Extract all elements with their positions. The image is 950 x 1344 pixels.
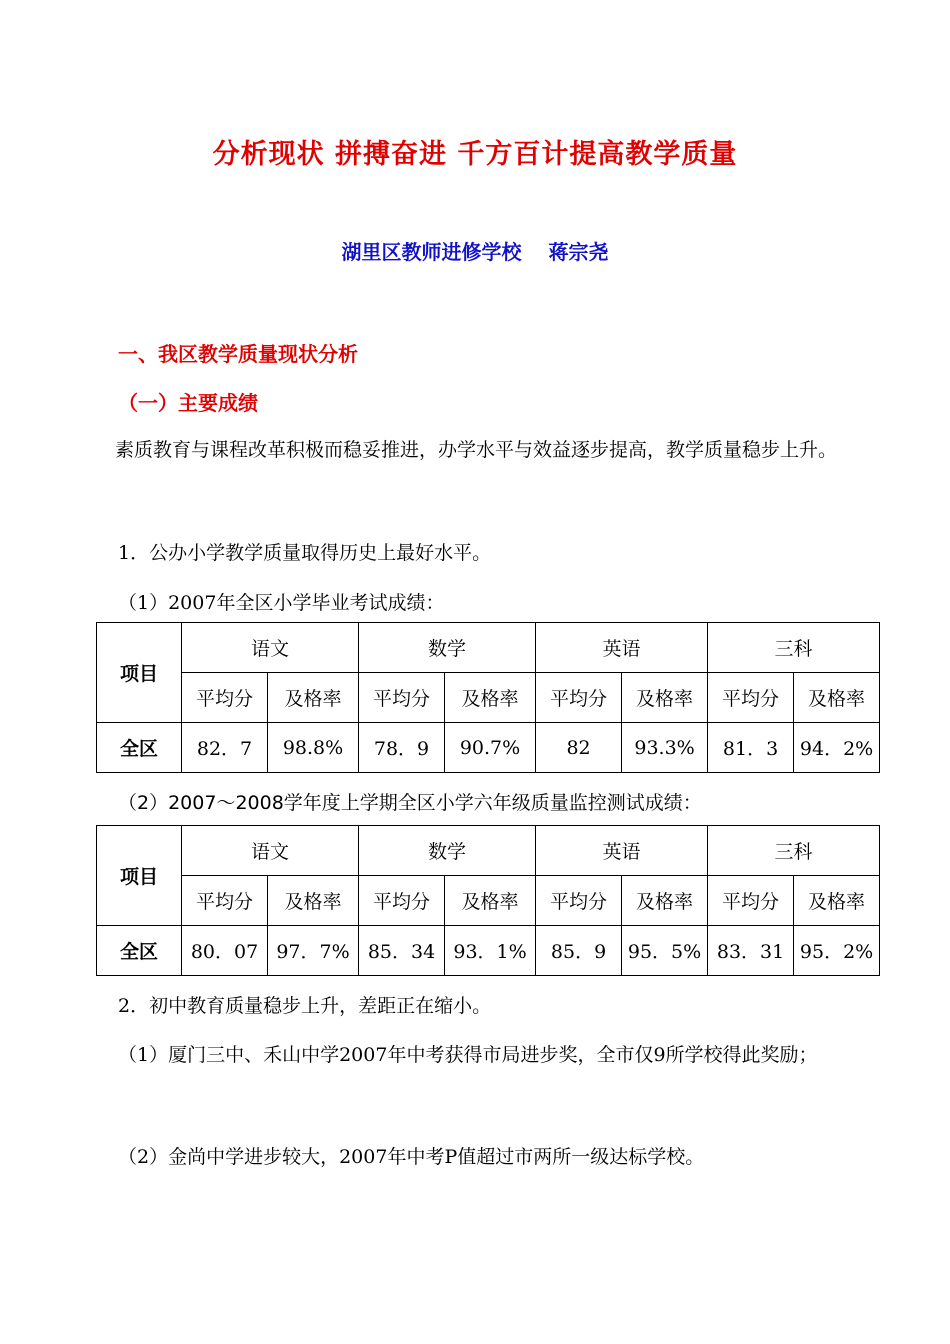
value-cell: 95．2% xyxy=(794,926,880,976)
metric-header: 平均分 xyxy=(708,673,794,723)
item-1: 1．公办小学教学质量取得历史上最好水平。 xyxy=(118,542,492,564)
value-cell: 85．34 xyxy=(359,926,445,976)
metric-header: 及格率 xyxy=(268,876,359,926)
subject-header: 英语 xyxy=(536,623,708,673)
metric-header: 及格率 xyxy=(268,673,359,723)
value-cell: 85．9 xyxy=(536,926,622,976)
item-2-2: （2）金尚中学进步较大，2007年中考P值超过市两所一级达标学校。 xyxy=(118,1146,705,1168)
subject-header: 数学 xyxy=(359,623,536,673)
metric-header: 及格率 xyxy=(794,673,880,723)
metric-header: 平均分 xyxy=(536,876,622,926)
metric-header: 及格率 xyxy=(445,673,536,723)
row-label: 全区 xyxy=(97,723,182,773)
table1-caption: （1）2007年全区小学毕业考试成绩： xyxy=(118,592,445,614)
metric-header: 平均分 xyxy=(359,673,445,723)
table-row-header: 项目 xyxy=(97,826,182,926)
metric-header: 及格率 xyxy=(622,673,708,723)
value-cell: 93.3% xyxy=(622,723,708,773)
metric-header: 平均分 xyxy=(536,673,622,723)
table-row xyxy=(97,723,880,773)
item-2: 2．初中教育质量稳步上升，差距正在缩小。 xyxy=(118,995,492,1017)
value-cell: 80．07 xyxy=(182,926,268,976)
value-cell: 97．7% xyxy=(268,926,359,976)
document-title: 分析现状 拼搏奋进 千方百计提高教学质量 xyxy=(212,139,738,170)
value-cell: 90.7% xyxy=(445,723,536,773)
table-exam-results-2007 xyxy=(96,622,880,773)
value-cell: 78．9 xyxy=(359,723,445,773)
metric-header: 平均分 xyxy=(708,876,794,926)
subsection-heading: （一）主要成绩 xyxy=(118,391,258,415)
table-monitoring-results xyxy=(96,825,880,976)
metric-header: 及格率 xyxy=(445,876,536,926)
table2-caption: （2）2007～2008学年度上学期全区小学六年级质量监控测试成绩： xyxy=(118,792,702,814)
section-heading: 一、我区教学质量现状分析 xyxy=(118,342,358,366)
metric-header: 及格率 xyxy=(622,876,708,926)
subject-header: 语文 xyxy=(182,623,359,673)
value-cell: 95．5% xyxy=(622,926,708,976)
metric-header: 及格率 xyxy=(794,876,880,926)
value-cell: 83．31 xyxy=(708,926,794,976)
value-cell: 82．7 xyxy=(182,723,268,773)
table-row-header: 项目 xyxy=(97,623,182,723)
metric-header: 平均分 xyxy=(182,673,268,723)
table-row xyxy=(97,926,880,976)
value-cell: 82 xyxy=(536,723,622,773)
value-cell: 98.8% xyxy=(268,723,359,773)
subject-header: 数学 xyxy=(359,826,536,876)
row-label: 全区 xyxy=(97,926,182,976)
intro-paragraph: 素质教育与课程改革积极而稳妥推进，办学水平与效益逐步提高，教学质量稳步上升。 xyxy=(115,439,838,461)
item-2-1: （1）厦门三中、禾山中学2007年中考获得市局进步奖，全市仅9所学校得此奖励； xyxy=(118,1044,818,1066)
subject-header: 英语 xyxy=(536,826,708,876)
value-cell: 93．1% xyxy=(445,926,536,976)
subject-header: 三科 xyxy=(708,826,880,876)
subject-header: 三科 xyxy=(708,623,880,673)
metric-header: 平均分 xyxy=(359,876,445,926)
value-cell: 81．3 xyxy=(708,723,794,773)
metric-header: 平均分 xyxy=(182,876,268,926)
subject-header: 语文 xyxy=(182,826,359,876)
value-cell: 94．2% xyxy=(794,723,880,773)
author-line: 湖里区教师进修学校 蒋宗尧 xyxy=(341,240,609,264)
